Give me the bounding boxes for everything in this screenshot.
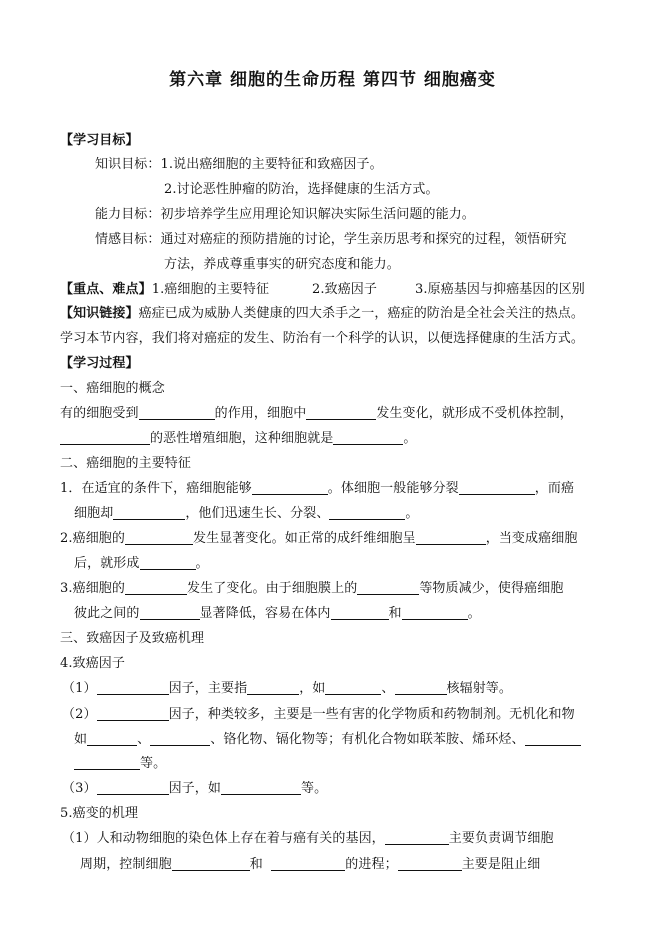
mechanism-subheading: 5.癌变的机理 — [60, 806, 139, 821]
fill-blank[interactable] — [60, 430, 150, 445]
fill-blank[interactable] — [271, 856, 345, 871]
text: 。 — [403, 431, 417, 446]
fill-blank[interactable] — [140, 605, 200, 620]
text: 发生显著变化。如正常的成纤维细胞呈 — [193, 531, 416, 546]
text: 如 — [74, 732, 88, 747]
fill-blank[interactable] — [525, 731, 581, 746]
text: 后，就形成 — [74, 556, 140, 571]
fill-blank[interactable] — [172, 856, 250, 871]
text: 。 — [195, 556, 209, 571]
text: 和 — [388, 606, 402, 621]
text: 主要负责调节细胞 — [448, 831, 554, 846]
feature-1-line-2 — [74, 505, 419, 523]
fill-blank[interactable] — [125, 580, 187, 595]
text: 发生变化，就形成不受机体控制， — [376, 406, 573, 421]
page-title: 第六章 细胞的生命历程 第四节 细胞癌变 — [169, 70, 496, 90]
text: 、铬化物、镉化物等；有机化合物如联苯胺、烯环烃、 — [210, 732, 525, 747]
text: ，当变成癌细胞 — [485, 531, 578, 546]
text: 的进程； — [345, 857, 398, 872]
text: ，而癌 — [534, 481, 575, 496]
text: 核辐射等。 — [446, 681, 513, 696]
fill-blank[interactable] — [247, 680, 299, 695]
text: （2） — [62, 707, 97, 722]
process-heading: 【学习过程】 — [60, 356, 139, 371]
text: ，他们迅速生长、分裂、 — [185, 506, 330, 521]
text: 因子，种类较多，主要是一些有害的化学物质和药物制剂。无机化和物 — [168, 707, 575, 722]
fill-blank[interactable] — [385, 830, 449, 845]
fill-blank[interactable] — [357, 580, 419, 595]
factor-3-line — [62, 780, 327, 798]
knowledge-link-label: 【知识链接】 — [60, 306, 139, 321]
fill-blank[interactable] — [325, 680, 381, 695]
text: 和 — [249, 857, 263, 872]
fill-blank[interactable] — [395, 680, 447, 695]
fill-blank[interactable] — [459, 480, 535, 495]
text: （3） — [62, 781, 97, 796]
text: 的作用，细胞中 — [214, 406, 307, 421]
fill-blank[interactable] — [125, 530, 193, 545]
text: 发生了变化。由于细胞膜上的 — [187, 581, 358, 596]
text: （1）人和动物细胞的染色体上存在着与癌有关的基因， — [62, 831, 385, 846]
emotion-objective-2: 方法，养成尊重事实的研究态度和能力。 — [164, 257, 400, 272]
feature-3-line-2 — [74, 605, 481, 623]
text: 2.癌细胞的 — [60, 531, 126, 546]
section-1-line-2 — [60, 430, 417, 448]
text: 、 — [381, 681, 395, 696]
feature-2-line-2 — [74, 555, 209, 573]
section-3-heading: 三、致癌因子及致癌机理 — [60, 631, 205, 646]
fill-blank[interactable] — [331, 605, 389, 620]
key-points-label: 【重点、难点】 — [60, 282, 152, 297]
text: 等。 — [300, 781, 328, 796]
feature-1-line-1 — [60, 480, 574, 498]
fill-blank[interactable] — [150, 731, 210, 746]
text: 因子，如 — [168, 781, 221, 796]
key-point-2: 2.致癌因子 — [312, 282, 378, 297]
fill-blank[interactable] — [398, 856, 462, 871]
fill-blank[interactable] — [139, 405, 215, 420]
text: 等物质减少，使得癌细胞 — [419, 581, 564, 596]
fill-blank[interactable] — [252, 480, 328, 495]
text: 主要是阻止细 — [461, 857, 541, 872]
text: 、 — [137, 732, 151, 747]
section-1-line-1 — [60, 405, 573, 423]
text: 3.癌细胞的 — [60, 581, 126, 596]
text: 。体细胞一般能够分裂 — [327, 481, 459, 496]
section-1-heading: 一、癌细胞的概念 — [60, 381, 165, 396]
knowledge-objective-line-1 — [95, 156, 383, 174]
text: 。 — [405, 506, 419, 521]
knowledge-objective-label: 知识目标： — [95, 157, 161, 172]
fill-blank[interactable] — [97, 706, 169, 721]
knowledge-link-line-1 — [60, 305, 584, 323]
key-point-3: 3.原癌基因与抑癌基因的区别 — [415, 282, 585, 297]
feature-3-line-1 — [60, 580, 563, 598]
text: 。 — [467, 606, 481, 621]
fill-blank[interactable] — [140, 555, 196, 570]
key-point-1: 1.癌细胞的主要特征 — [151, 282, 270, 297]
fill-blank[interactable] — [97, 780, 169, 795]
section-2-heading: 二、癌细胞的主要特征 — [60, 456, 192, 471]
factor-2-line-2 — [74, 731, 581, 749]
text: 周期，控制细胞 — [80, 857, 172, 872]
feature-2-line-1 — [60, 530, 577, 548]
factor-2-line-3 — [74, 755, 166, 773]
text: 显著降低，容易在体内 — [199, 606, 331, 621]
key-points-line — [60, 281, 269, 299]
factor-1-line — [62, 680, 512, 698]
text: 1．在适宜的条件下，癌细胞能够 — [60, 481, 252, 496]
text: 有的细胞受到 — [60, 406, 139, 421]
factor-2-line-1 — [62, 706, 575, 724]
knowledge-link-text-2: 学习本节内容，我们将对癌症的发生、防治有一个科学的认识，以便选择健康的生活方式。 — [60, 331, 585, 346]
fill-blank[interactable] — [416, 530, 486, 545]
text: （1） — [62, 681, 97, 696]
text: 等。 — [140, 756, 167, 771]
knowledge-link-text-1: 癌症已成为威胁人类健康的四大杀手之一，癌症的防治是全社会关注的热点。 — [138, 306, 585, 321]
fill-blank[interactable] — [74, 755, 140, 770]
text: 因子，主要指 — [168, 681, 248, 696]
fill-blank[interactable] — [333, 430, 403, 445]
objectives-heading: 【学习目标】 — [60, 133, 139, 148]
mechanism-line-2 — [80, 856, 540, 874]
fill-blank[interactable] — [113, 505, 185, 520]
carcinogen-subheading: 4.致癌因子 — [60, 656, 126, 671]
emotion-objective-1: 情感目标：通过对癌症的预防措施的讨论，学生亲历思考和探究的过程，领悟研究 — [95, 232, 567, 247]
fill-blank[interactable] — [402, 605, 468, 620]
fill-blank[interactable] — [329, 505, 405, 520]
fill-blank[interactable] — [221, 780, 301, 795]
mechanism-line-1 — [62, 830, 554, 848]
knowledge-objective-2: 2.讨论恶性肿瘤的防治，选择健康的生活方式。 — [164, 182, 439, 197]
text: 细胞却 — [74, 506, 114, 521]
text: 的恶性增殖细胞，这种细胞就是 — [150, 431, 334, 446]
text: 彼此之间的 — [74, 606, 140, 621]
knowledge-objective-1: 1.说出癌细胞的主要特征和致癌因子。 — [160, 157, 383, 172]
fill-blank[interactable] — [87, 731, 137, 746]
fill-blank[interactable] — [97, 680, 169, 695]
fill-blank[interactable] — [306, 405, 376, 420]
text: ，如 — [299, 681, 326, 696]
ability-objective: 能力目标：初步培养学生应用理论知识解决实际生活问题的能力。 — [95, 207, 475, 222]
